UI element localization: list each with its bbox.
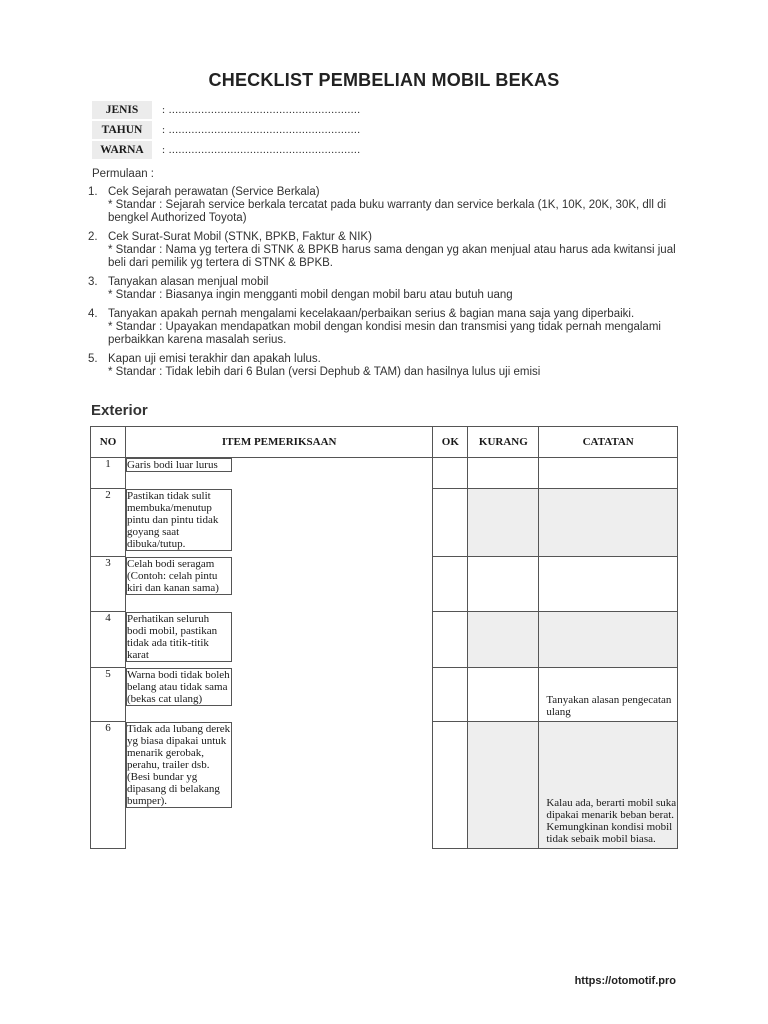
row-number: 4 <box>91 612 126 668</box>
list-body <box>108 231 678 270</box>
row-item: Celah bodi seragam (Contoh: celah pintu kiri dan kanan sama) <box>126 557 232 595</box>
list-body <box>108 186 678 225</box>
note-text: Kalau ada, berarti mobil suka dipakai menarik beban berat. Kemungkinan kondisi mobil tidak sebaik mobil biasa. <box>546 797 677 845</box>
meta-value: : ........................................................... <box>162 144 361 156</box>
kurang-cell[interactable] <box>468 612 539 668</box>
step-title: Tanyakan alasan menjual mobil <box>108 276 269 288</box>
table-header-row <box>91 427 678 458</box>
step-standard: * Standar : Nama yg tertera di STNK & BPKB harus sama dengan yg akan menjual atau harus ada kwitansi jual beli dari pemilik yg tertera di STNK & BPKB. <box>108 244 676 269</box>
meta-row-warna <box>92 140 361 160</box>
list-item <box>88 186 678 225</box>
document-title: CHECKLIST PEMBELIAN MOBIL BEKAS <box>208 70 560 90</box>
table-row <box>91 557 678 612</box>
list-number: 3. <box>88 276 98 288</box>
list-item <box>88 231 678 270</box>
step-standard: * Standar : Sejarah service berkala tercatat pada buku warranty dan service berkala (1K, 10K, 20K, 30K, dll di bengkel Authorized Toyota) <box>108 199 667 224</box>
list-body <box>108 308 678 347</box>
list-number: 5. <box>88 353 98 365</box>
row-item: Garis bodi luar lurus <box>126 458 232 472</box>
table-row <box>91 722 678 849</box>
kurang-cell[interactable] <box>468 557 539 612</box>
meta-label: WARNA <box>92 141 152 159</box>
table-row <box>91 612 678 668</box>
header-ok: OK <box>433 427 468 458</box>
list-body <box>108 276 678 302</box>
row-number: 3 <box>91 557 126 612</box>
vehicle-info <box>92 100 361 160</box>
row-item: Tidak ada lubang derek yg biasa dipakai untuk menarik gerobak, perahu, trailer dsb. (Besi bundar yg dipasang di belakang bumper). <box>127 722 231 807</box>
kurang-cell[interactable] <box>468 489 539 557</box>
list-number: 1. <box>88 186 98 198</box>
meta-label: JENIS <box>92 101 152 119</box>
step-standard: * Standar : Biasanya ingin mengganti mobil dengan mobil baru atau butuh uang <box>108 289 513 301</box>
row-item: Pastikan tidak sulit membuka/menutup pintu dan pintu tidak goyang saat dibuka/tutup. <box>126 489 232 551</box>
step-title: Cek Surat-Surat Mobil (STNK, BPKB, Faktur & NIK) <box>108 231 372 243</box>
note-cell[interactable] <box>539 668 678 722</box>
row-number: 2 <box>91 489 126 557</box>
note-cell[interactable] <box>539 557 678 612</box>
list-number: 4. <box>88 308 98 320</box>
header-no: NO <box>91 427 126 458</box>
kurang-cell[interactable] <box>468 722 539 849</box>
step-title: Kapan uji emisi terakhir dan apakah lulus. <box>108 353 321 365</box>
step-standard: * Standar : Upayakan mendapatkan mobil dengan kondisi mesin dan transmisi yang tidak pernah mengalami perbaikkan karena masalah serius. <box>108 321 661 346</box>
header-kurang: KURANG <box>468 427 539 458</box>
list-number: 2. <box>88 231 98 243</box>
table-row <box>91 668 678 722</box>
section-title: Exterior <box>91 402 148 419</box>
kurang-cell[interactable] <box>468 458 539 489</box>
note-cell[interactable] <box>539 458 678 489</box>
kurang-cell[interactable] <box>468 668 539 722</box>
list-item <box>88 353 678 379</box>
footer-url[interactable]: https://otomotif.pro <box>574 975 676 987</box>
meta-row-tahun <box>92 120 361 140</box>
ok-cell[interactable] <box>433 557 468 612</box>
note-text: Tanyakan alasan pengecatan ulang <box>546 694 672 718</box>
row-item: Warna bodi tidak boleh belang atau tidak sama (bekas cat ulang) <box>126 668 232 706</box>
row-number: 1 <box>91 458 126 489</box>
note-cell[interactable] <box>539 612 678 668</box>
meta-value: : ........................................................... <box>162 104 361 116</box>
table-row <box>91 458 678 489</box>
table-row <box>91 489 678 557</box>
step-title: Tanyakan apakah pernah mengalami kecelakaan/perbaikan serius & bagian mana saja yang diperbaiki. <box>108 308 635 320</box>
step-standard: * Standar : Tidak lebih dari 6 Bulan (versi Dephub & TAM) dan hasilnya lulus uji emisi <box>108 366 541 378</box>
meta-label: TAHUN <box>92 121 152 139</box>
meta-value: : ........................................................... <box>162 124 361 136</box>
note-cell[interactable] <box>539 489 678 557</box>
ok-cell[interactable] <box>433 722 468 849</box>
header-catatan: CATATAN <box>539 427 678 458</box>
meta-row-jenis <box>92 100 361 120</box>
steps-list <box>88 186 678 385</box>
list-body <box>108 353 678 379</box>
note-cell[interactable] <box>539 722 678 849</box>
exterior-table <box>90 426 678 849</box>
row-number: 6 <box>91 722 126 849</box>
ok-cell[interactable] <box>433 612 468 668</box>
ok-cell[interactable] <box>433 458 468 489</box>
header-item <box>126 427 433 458</box>
row-number: 5 <box>91 668 126 722</box>
ok-cell[interactable] <box>433 489 468 557</box>
list-item <box>88 276 678 302</box>
header-item-label: ITEM PEMERIKSAAN <box>221 436 337 448</box>
row-item: Perhatikan seluruh bodi mobil, pastikan tidak ada titik-titik karat <box>126 612 232 662</box>
list-item <box>88 308 678 347</box>
ok-cell[interactable] <box>433 668 468 722</box>
intro-text: Permulaan : <box>92 168 155 180</box>
step-title: Cek Sejarah perawatan (Service Berkala) <box>108 186 320 198</box>
